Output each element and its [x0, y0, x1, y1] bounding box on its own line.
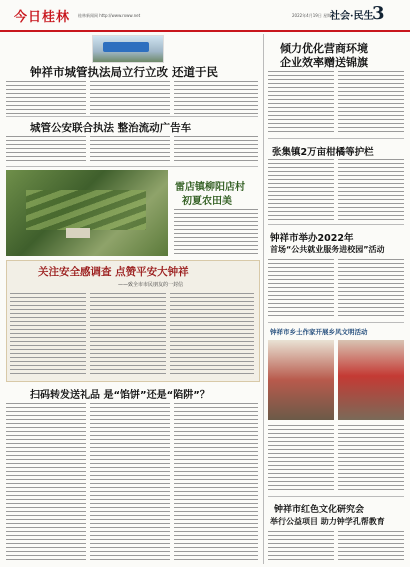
section-name: 社会·民生 [330, 11, 374, 22]
masthead-date: 2022年4月19日 星期二 [292, 13, 336, 18]
article-body-a4-col1 [10, 292, 86, 374]
page-number: 3 [372, 3, 385, 24]
article-body-a4-col3 [170, 292, 254, 374]
article-body-a2-col3 [174, 135, 258, 163]
article-title-business-2: 企业效率赠送锦旗 [280, 56, 368, 69]
article-body-a1-col3 [174, 80, 258, 114]
article-body-a2-col1 [6, 135, 86, 163]
article-body-a1-col2 [90, 80, 170, 114]
article-body-b3-col2 [338, 258, 404, 318]
article-title-zhangji: 张集镇2万亩柑橘等护栏 [272, 147, 374, 158]
article-subtitle-safety: ——致全市市民朋友的一封信 [118, 282, 184, 288]
top-photo [92, 35, 164, 63]
masthead-url: 桂林新闻网 http://www.rxww.net [78, 13, 141, 18]
banner-shape [103, 42, 149, 52]
divider [268, 138, 404, 139]
article-title-redculture-1: 钟祥市红色文化研究会 [274, 505, 365, 515]
divider [6, 116, 258, 117]
article-body-b5-col1 [268, 530, 334, 562]
writers-photo-1 [268, 340, 334, 420]
article-title-business-1: 倾力优化营商环境 [280, 42, 368, 55]
article-title-leidian-2: 初夏农田美 [182, 196, 232, 207]
article-body-a1-col1 [6, 80, 86, 114]
article-body-b5-col2 [338, 530, 404, 562]
divider [268, 322, 404, 323]
article-body-a5-col1 [6, 402, 86, 562]
divider [6, 166, 258, 167]
article-body-b4-col2 [338, 424, 404, 492]
article-title-police: 城管公安联合执法 整治流动广告车 [30, 122, 192, 134]
article-body-a5-col3 [174, 402, 258, 562]
article-body-a3 [174, 208, 258, 256]
article-body-a4-col2 [90, 292, 166, 374]
article-title-cityguan: 钟祥市城管执法局立行立改 还道于民 [30, 65, 219, 79]
article-title-jobs-2: 首场“公共就业服务进校园”活动 [270, 245, 385, 254]
terraced-fields [26, 190, 146, 230]
article-title-jobs-1: 钟祥市举办2022年 [270, 233, 354, 244]
article-title-writers: 钟祥市乡土作家开展乡风文明活动 [270, 328, 368, 336]
article-title-scan: 扫码转发送礼品 是“馅饼”还是“陷阱”？ [30, 390, 210, 401]
newspaper-logo: 今日桂林 [14, 10, 71, 25]
village-buildings [66, 228, 90, 238]
article-title-safety: 关注安全感调查 点赞平安大钟祥 [38, 266, 189, 278]
masthead [0, 0, 410, 32]
article-body-b1-col1 [268, 70, 334, 134]
farmland-photo [6, 170, 168, 256]
article-body-b4-col1 [268, 424, 334, 492]
article-title-leidian-1: 雷店镇柳阳店村 [175, 182, 245, 193]
article-title-redculture-2: 举行公益项目 助力钟学孔帮教育 [270, 517, 385, 526]
article-body-b3-col1 [268, 258, 334, 318]
article-body-b2-col1 [268, 158, 334, 220]
divider [268, 224, 404, 225]
article-body-a2-col2 [90, 135, 170, 163]
divider [268, 496, 404, 497]
article-body-b1-col2 [338, 70, 404, 134]
writers-photo-2 [338, 340, 404, 420]
column-divider [263, 34, 264, 564]
article-body-b2-col2 [338, 158, 404, 220]
article-body-a5-col2 [90, 402, 170, 562]
